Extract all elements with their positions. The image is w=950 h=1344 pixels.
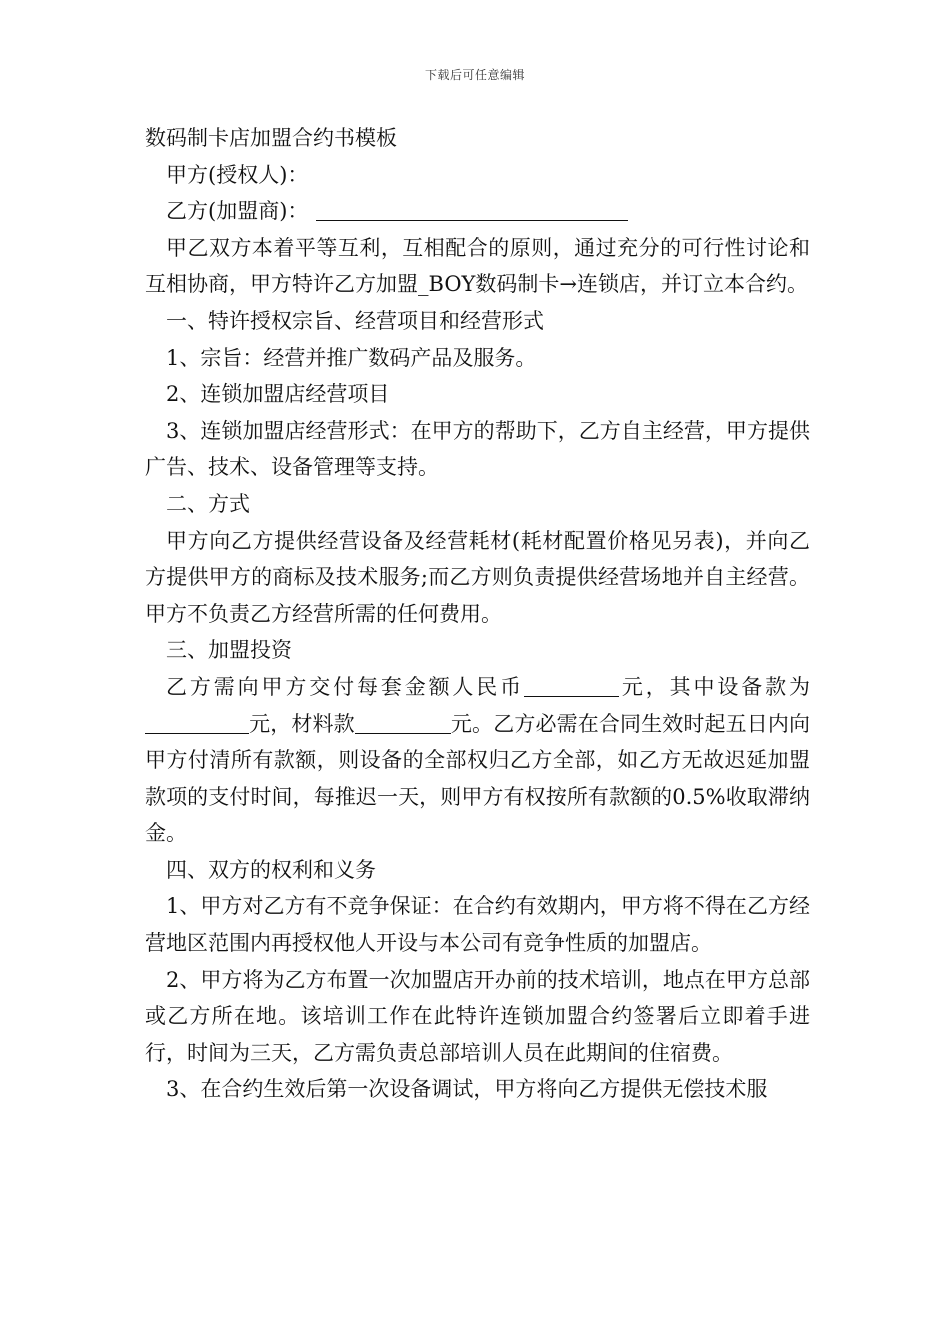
intro-paragraph: 甲乙双方本着平等互利，互相配合的原则，通过充分的可行性讨论和互相协商，甲方特许乙方加盟_BOY数码制卡→连锁店，并订立本合约。 — [145, 235, 810, 297]
s3-text-2: 元，其中设备款为 — [619, 674, 811, 699]
document-title: 数码制卡店加盟合约书模板 — [145, 126, 397, 150]
equipment-amount-blank — [145, 711, 249, 734]
section-4-item-2: 2、甲方将为乙方布置一次加盟店开办前的技术培训，地点在甲方总部或乙方所在地。该培训工作在此特许连锁加盟合约签署后立即着手进行，时间为三天，乙方需负责总部培训人员在此期间的住宿费。 — [145, 967, 810, 1065]
party-b-label: 乙方(加盟商)： — [166, 199, 309, 224]
section-2-body: 甲方向乙方提供经营设备及经营耗材(耗材配置价格见另表)，并向乙方提供甲方的商标及技术服务;而乙方则负责提供经营场地并自主经营。甲方不负责乙方经营所需的任何费用。 — [145, 528, 810, 626]
section-4-item-3: 3、在合约生效后第一次设备调试，甲方将向乙方提供无偿技术服 — [166, 1077, 768, 1102]
section-4-heading: 四、双方的权利和义务 — [166, 857, 376, 882]
party-a-line: 甲方(授权人)： — [166, 162, 309, 187]
material-amount-blank — [355, 711, 451, 734]
section-2-heading: 二、方式 — [166, 491, 250, 516]
total-amount-blank — [524, 674, 619, 697]
section-3-heading: 三、加盟投资 — [166, 638, 292, 663]
party-b-blank — [316, 198, 628, 221]
section-3-body — [145, 669, 810, 852]
section-1-item-2: 2、连锁加盟店经营项目 — [166, 382, 390, 407]
section-1-item-1: 1、宗旨：经营并推广数码产品及服务。 — [166, 345, 537, 370]
document-body — [145, 120, 810, 1108]
section-1-heading: 一、特许授权宗旨、经营项目和经营形式 — [166, 308, 544, 333]
section-1-item-3: 3、连锁加盟店经营形式：在甲方的帮助下，乙方自主经营，甲方提供广告、技术、设备管理等支持。 — [145, 418, 810, 480]
s3-text-1: 乙方需向甲方交付每套金额人民币 — [166, 674, 525, 699]
s3-text-4: 元。乙方必需在合同生效时起五日内向甲方付清所有款额，则设备的全部权归乙方全部，如乙方无故迟延加盟款项的支付时间，每推迟一天，则甲方有权按所有款额的0.5%收取滞纳金。 — [145, 711, 811, 846]
party-b-line — [145, 193, 810, 230]
section-4-item-1: 1、甲方对乙方有不竞争保证：在合约有效期内，甲方将不得在乙方经营地区范围内再授权他人开设与本公司有竞争性质的加盟店。 — [145, 894, 810, 956]
header-note: 下载后可任意编辑 — [424, 68, 525, 82]
s3-text-3: 元，材料款 — [249, 711, 355, 736]
